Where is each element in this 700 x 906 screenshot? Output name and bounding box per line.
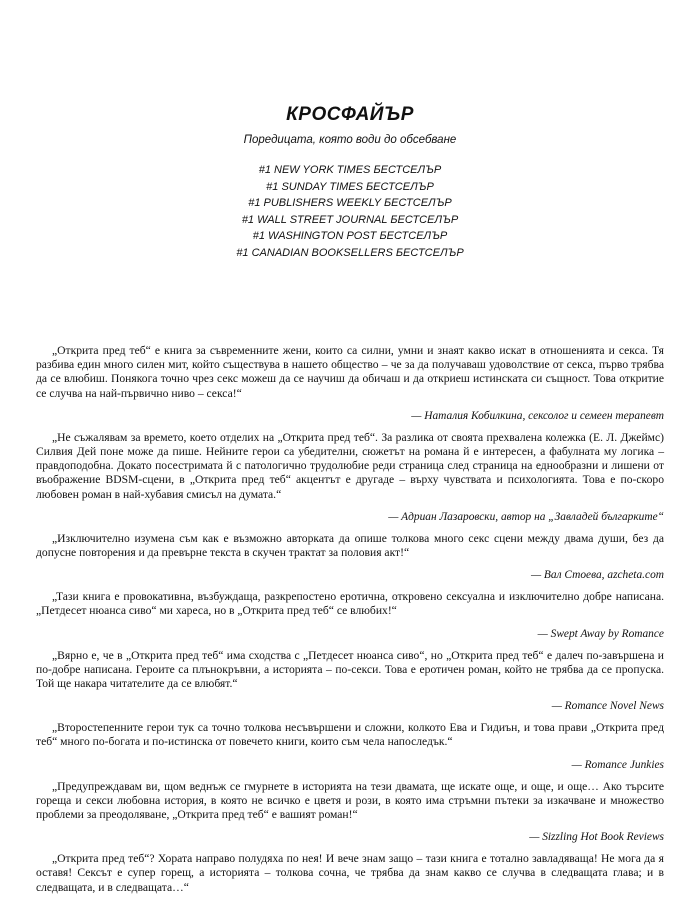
review-source: — Вал Стоева, azcheta.com	[530, 569, 664, 582]
bestseller-item: #1 NEW YORK TIMES БЕСТСЕЛЪР	[258, 164, 442, 176]
review	[36, 852, 664, 895]
review	[36, 344, 664, 422]
review-source: — Romance Junkies	[571, 758, 664, 771]
bestseller-item: #1 PUBLISHERS WEEKLY БЕСТСЕЛЪР	[248, 197, 452, 209]
review	[36, 721, 664, 770]
review-source: — Romance Novel News	[551, 700, 664, 713]
review-source: — Адриан Лазаровски, автор на „Завладей българките“	[388, 510, 664, 523]
bestseller-item: #1 SUNDAY TIMES БЕСТСЕЛЪР	[266, 180, 434, 193]
review-quote: „Изключително изумена съм как е възможно авторката да опише толкова много секс сцени между двама души, без да допусне повторения и да превърне текста в скучен трактат за половия акт!“	[36, 531, 664, 560]
review-quote: „Тази книга е провокативна, възбуждаща, разкрепостено еротична, откровено сексуална и изключително добре написана. „Петдесет нюанса сиво“ ми хареса, но в „Открита пред теб“ се влюбих!“	[36, 590, 664, 618]
bestseller-list	[36, 162, 664, 261]
review-source: — Sizzling Hot Book Reviews	[529, 831, 664, 844]
bestseller-item: #1 CANADIAN BOOKSELLERS БЕСТСЕЛЪР	[236, 246, 464, 259]
review	[36, 431, 664, 523]
review	[36, 780, 664, 844]
review	[36, 590, 664, 639]
book-title: КРОСФАЙЪР	[286, 104, 414, 125]
review	[36, 532, 664, 581]
review-quote: „Открита пред теб“? Хората направо полудяха по нея! И вече знам защо – тази книга е тотално завладяваща! Не мога да я оставя! Сексът е супер горещ, а историята – толкова сочна, че трябва да знам какво се случва в следващата глава; и в следващата, и в следващата…“	[36, 852, 664, 894]
review-source: — Swept Away by Romance	[537, 627, 664, 640]
bestseller-item: #1 WALL STREET JOURNAL БЕСТСЕЛЪР	[241, 213, 459, 226]
review-source: — Наталия Кобилкина, сексолог и семеен терапевт	[411, 409, 664, 422]
review-list	[36, 344, 664, 895]
series-subtitle: Поредицата, която води до обсебване	[243, 134, 457, 146]
review-quote: „Вярно е, че в „Открита пред теб“ има сходства с „Петдесет нюанса сиво“, но „Открита пред теб“ е далеч по-завършена и по-добре написана. Героите са плънокръвни, а историята – по-секси. Това е еротичен роман, който не трябва да се пропуска. Той ще накара читателите да се влюбят.“	[36, 648, 664, 691]
review-quote: „Предупреждавам ви, щом веднъж се гмурнете в историята на тези двамата, ще искате още, и още, и още… Ако търсите гореща и секси любовна история, в която не всичко е цветя и рози, в която има стръмни пътеки за изкачване и множество проблеми за преодоляване, „Открита пред теб“ е вашият роман!“	[36, 779, 664, 822]
review	[36, 649, 664, 713]
review-quote: „Не съжалявам за времето, което отделих на „Открита пред теб“. За разлика от своята прехвалена колежка (Е. Л. Джеймс) Силвия Дей поне може да пише. Нейните герои са убедителни, сюжетът на романа й е интересен, а фабулната му логика – правдоподобна. Докато посестримата й с патологично трудолюбие реди страница след страница на еднообразни и лишени от въображение BDSM-сцени, в „Открита пред теб“ акцентът е другаде – върху чувствата и психологията. Това е по-скоро любовен роман в най-хубавия смисъл на думата.“	[36, 430, 664, 501]
bestseller-item: #1 WASHINGTON POST БЕСТСЕЛЪР	[252, 230, 448, 242]
review-quote: „Открита пред теб“ е книга за съвременните жени, които са силни, умни и знаят какво искат в отношенията и секса. Тя разбива един много силен мит, който съществува в нашето общество – че за да получаваш удоволствие от секса, първо трябва да се влюбиш. Понякога точно чрез секс можеш да се научиш да обичаш и да откриеш истинската си същност. Това откритие се случва на най-първично ниво – секса!“	[36, 344, 664, 400]
header	[36, 0, 664, 261]
review-quote: „Второстепенните герои тук са точно толкова несъвършени и сложни, колкото Ева и Гидиън, и това прави „Открита пред теб“ много по-богата и по-истинска от повечето книги, които съм чела напоследък.“	[36, 721, 664, 749]
